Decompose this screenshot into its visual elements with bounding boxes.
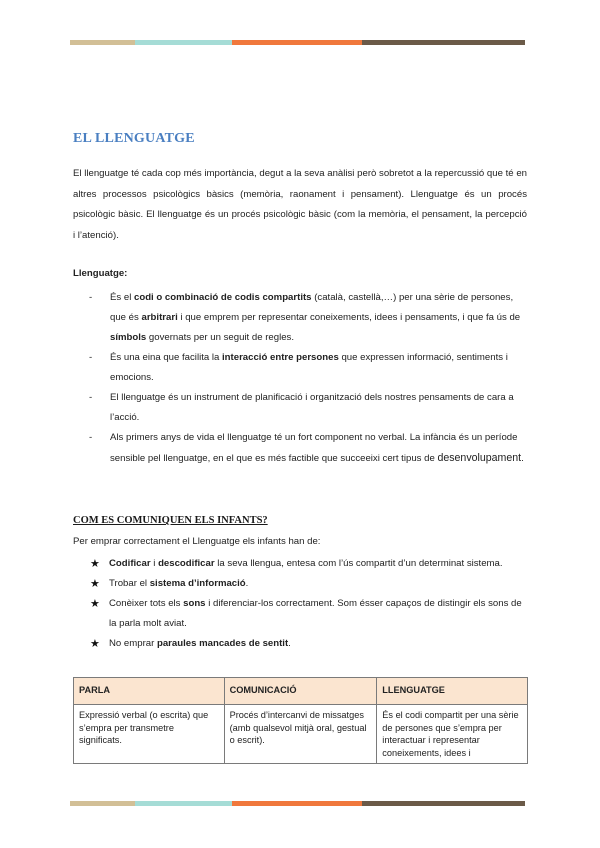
item-text: Als primers anys de vida el llenguatge té un fort component no verbal. La infància és un període sensible pel llenguatge, en el que es més factible que succeeixi cert tipus de <box>110 432 518 464</box>
item-text: . <box>521 453 524 464</box>
list-item <box>73 594 527 634</box>
list-item <box>73 288 527 348</box>
item-bold-text: interacció entre persones <box>222 352 339 363</box>
item-text: i que emprem per representar coneixements, idees i pensaments, i que fa ús de <box>177 312 521 323</box>
item-text: (català, castellà,…) per una sèrie de persones, que és <box>110 292 514 323</box>
column-header: LLENGUATGE <box>377 678 528 705</box>
item-bold-text: símbols <box>110 332 147 343</box>
dash-bullet: - <box>89 432 93 443</box>
llenguatge-list <box>73 288 527 469</box>
table-cell: Expressió verbal (o escrita) que s’empra per transmetre significats. <box>74 705 225 764</box>
item-bold-text: Codificar <box>109 558 151 569</box>
llenguatge-heading: Llenguatge: <box>73 268 128 279</box>
item-text: És una eina que facilita la <box>110 352 223 363</box>
section-intro: Per emprar correctament el Llenguatge els infants han de: <box>73 536 321 547</box>
item-text: i diferenciar-los correctament. Som ésser capaços de distingir els sons de la parla molt aviat. <box>109 598 522 629</box>
star-icon: ★ <box>90 558 100 570</box>
item-bold-text: codi o combinació de codis compartits <box>134 292 312 303</box>
bar-segment-orange <box>232 40 362 45</box>
star-icon: ★ <box>90 638 100 650</box>
dash-bullet: - <box>89 292 93 303</box>
list-item <box>73 554 527 574</box>
list-item <box>73 388 527 428</box>
bottom-decorative-bar <box>70 801 525 806</box>
item-text: i <box>150 558 159 569</box>
bar-segment-aqua <box>135 40 232 45</box>
item-text: . <box>288 638 291 649</box>
top-decorative-bar <box>70 40 525 45</box>
bar-segment-orange <box>232 801 362 806</box>
star-icon: ★ <box>90 578 100 590</box>
list-item <box>73 348 527 388</box>
bar-segment-tan <box>70 801 135 806</box>
table-cell: Procés d’intercanvi de missatges (amb qualsevol mitjà oral, gestual o escrit). <box>224 705 377 764</box>
item-text: És el <box>110 292 134 303</box>
table-row <box>74 705 528 764</box>
item-bold-text: sons <box>183 598 206 609</box>
column-header: COMUNICACIÓ <box>224 678 377 705</box>
list-item <box>73 634 527 654</box>
dash-bullet: - <box>89 392 93 403</box>
item-bold-text: arbitrari <box>141 312 178 323</box>
intro-paragraph: El llenguatge té cada cop més importància, degut a la seva anàlisi però sobretot a la repercussió que té en altres processos psicològics bàsics (memòria, raonament i pensament). Llenguatge és un procés psicològic bàsic. El llenguatge és un procés psicològic bàsic (com la memòria, el pensament, la percepció i l’atenció). <box>73 168 527 241</box>
page-title: EL LLENGUATGE <box>73 131 195 146</box>
item-text: El llenguatge és un instrument de planificació i organització dels nostres pensaments de cara a l’acció. <box>110 392 514 423</box>
list-item <box>73 428 527 469</box>
item-bold-text: descodificar <box>158 558 215 569</box>
item-text: que expressen informació, sentiments i emocions. <box>110 352 508 383</box>
item-text: Trobar el <box>109 578 150 589</box>
item-text: la seva llengua, entesa com l’ús compartit d’un determinat sistema. <box>214 558 503 569</box>
item-text: No emprar <box>109 638 157 649</box>
bar-segment-brown <box>362 40 525 45</box>
table-cell: És el codi compartit per una sèrie de persones que s’empra per interactuar i representar coneixements, idees i <box>377 705 528 764</box>
table-header-row <box>74 678 528 705</box>
bar-segment-aqua <box>135 801 232 806</box>
item-text: desenvolupament <box>437 452 522 464</box>
list-item <box>73 574 527 594</box>
column-header: PARLA <box>74 678 225 705</box>
item-text: governats per un seguit de regles. <box>146 332 294 343</box>
item-bold-text: paraules mancades de sentit <box>156 638 289 649</box>
section-heading: COM ES COMUNIQUEN ELS INFANTS? <box>73 515 268 526</box>
bar-segment-brown <box>362 801 525 806</box>
star-list <box>73 554 527 654</box>
bar-segment-tan <box>70 40 135 45</box>
comparison-table <box>73 677 528 764</box>
dash-bullet: - <box>89 352 93 363</box>
item-text: Conèixer tots els <box>109 598 184 609</box>
item-text: . <box>245 578 249 589</box>
item-bold-text: sistema d’informació <box>149 578 246 589</box>
star-icon: ★ <box>90 598 100 610</box>
